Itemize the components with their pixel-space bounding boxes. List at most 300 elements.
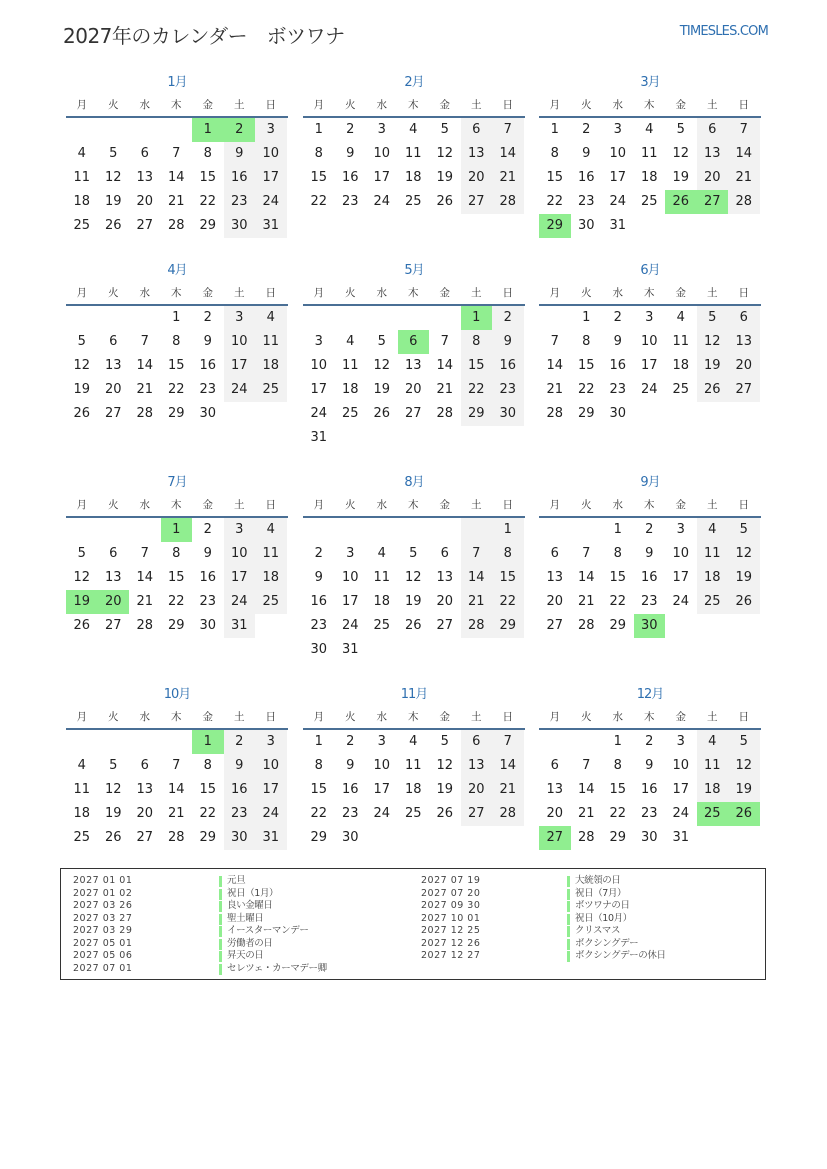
day-cell: 18 <box>672 358 690 373</box>
day-cell: 23 <box>310 618 328 633</box>
holiday-list-column-2 <box>421 875 666 963</box>
day-cell: 27 <box>461 802 493 826</box>
day-cell: 29 <box>199 218 217 233</box>
weekday-label: 木 <box>408 499 419 511</box>
day-cell: 9 <box>203 334 212 349</box>
empty-day-cell <box>66 118 98 142</box>
day-cell: 19 <box>104 806 122 821</box>
empty-day-cell <box>398 306 430 330</box>
day-cell: 5 <box>409 546 418 561</box>
weekday-label: 火 <box>345 99 356 111</box>
day-cell: 12 <box>104 170 122 185</box>
weekday-label: 土 <box>471 99 482 111</box>
day-cell: 10 <box>224 542 256 566</box>
day-cell: 31 <box>310 430 328 445</box>
week-row <box>539 402 761 426</box>
day-cell: 25 <box>697 590 729 614</box>
month-calendar <box>66 472 288 638</box>
weekday-label: 月 <box>549 711 560 723</box>
day-cell: 20 <box>136 194 154 209</box>
day-cell: 29 <box>199 830 217 845</box>
week-row <box>539 190 761 214</box>
month-title: 6月 <box>640 263 660 278</box>
day-cell: 3 <box>377 122 386 137</box>
day-cell: 10 <box>255 142 287 166</box>
day-cell: 25 <box>373 618 391 633</box>
holiday-list-item <box>421 925 666 938</box>
empty-day-cell <box>335 518 367 542</box>
day-cell: 17 <box>341 594 359 609</box>
day-cell: 7 <box>582 758 591 773</box>
weekday-header <box>66 494 288 518</box>
week-row <box>539 118 761 142</box>
day-cell: 21 <box>728 166 760 190</box>
day-cell: 7 <box>582 546 591 561</box>
day-cell: 18 <box>697 566 729 590</box>
holiday-list-item <box>421 900 666 913</box>
holiday-day-cell: 26 <box>728 802 760 826</box>
day-cell: 17 <box>373 170 391 185</box>
day-cell: 3 <box>377 734 386 749</box>
week-row <box>66 378 288 402</box>
week-row <box>66 802 288 826</box>
day-cell: 17 <box>373 782 391 797</box>
day-cell: 17 <box>609 170 627 185</box>
weekday-label: 火 <box>345 711 356 723</box>
holiday-day-cell: 27 <box>697 190 729 214</box>
day-cell: 18 <box>404 170 422 185</box>
day-cell: 18 <box>255 566 287 590</box>
empty-day-cell <box>665 214 697 238</box>
day-cell: 21 <box>136 594 154 609</box>
empty-day-cell <box>335 306 367 330</box>
empty-day-cell <box>366 826 398 850</box>
week-row <box>303 426 525 450</box>
day-cell: 3 <box>224 306 256 330</box>
week-row <box>539 590 761 614</box>
week-row <box>539 306 761 330</box>
month-title: 2月 <box>404 75 424 90</box>
week-row <box>303 778 525 802</box>
month-title: 7月 <box>167 475 187 490</box>
day-cell: 29 <box>310 830 328 845</box>
empty-day-cell <box>66 518 98 542</box>
day-cell: 6 <box>109 334 118 349</box>
day-cell: 5 <box>77 334 86 349</box>
day-cell: 26 <box>436 806 454 821</box>
day-cell: 21 <box>167 194 185 209</box>
day-cell: 6 <box>728 306 760 330</box>
day-cell: 2 <box>314 546 323 561</box>
site-link[interactable]: TIMESLES.COM <box>679 24 768 39</box>
day-cell: 3 <box>613 122 622 137</box>
day-cell: 6 <box>140 146 149 161</box>
weekday-label: 日 <box>265 287 276 299</box>
day-cell: 30 <box>199 618 217 633</box>
day-cell: 12 <box>672 146 690 161</box>
day-cell: 8 <box>314 758 323 773</box>
day-cell: 22 <box>199 806 217 821</box>
empty-day-cell <box>697 826 729 850</box>
day-cell: 25 <box>404 806 422 821</box>
weekday-label: 金 <box>202 711 213 723</box>
day-cell: 22 <box>546 194 564 209</box>
holiday-list-item <box>73 925 327 938</box>
empty-day-cell <box>492 426 524 450</box>
weekday-label: 日 <box>738 711 749 723</box>
empty-day-cell <box>429 426 461 450</box>
day-cell: 15 <box>310 170 328 185</box>
empty-day-cell <box>697 402 729 426</box>
week-row <box>303 190 525 214</box>
day-cell: 28 <box>577 618 595 633</box>
day-cell: 1 <box>613 734 622 749</box>
day-cell: 27 <box>136 830 154 845</box>
week-row <box>539 542 761 566</box>
day-cell: 23 <box>492 378 524 402</box>
weekday-label: 土 <box>707 99 718 111</box>
day-cell: 13 <box>436 570 454 585</box>
weekday-label: 木 <box>408 711 419 723</box>
weekday-label: 火 <box>108 287 119 299</box>
day-cell: 17 <box>224 566 256 590</box>
weekday-label: 火 <box>108 499 119 511</box>
day-cell: 16 <box>341 782 359 797</box>
week-row <box>539 566 761 590</box>
day-cell: 4 <box>377 546 386 561</box>
day-cell: 11 <box>697 542 729 566</box>
empty-day-cell <box>461 638 493 662</box>
empty-day-cell <box>429 518 461 542</box>
weekday-label: 月 <box>549 287 560 299</box>
day-cell: 9 <box>346 758 355 773</box>
week-row <box>66 354 288 378</box>
weekday-label: 木 <box>408 99 419 111</box>
day-cell: 14 <box>492 142 524 166</box>
weekday-label: 金 <box>675 499 686 511</box>
holiday-date: 2027 09 30 <box>421 900 481 911</box>
day-cell: 4 <box>409 734 418 749</box>
day-cell: 7 <box>728 118 760 142</box>
holiday-marker <box>567 876 570 887</box>
weekday-label: 日 <box>265 99 276 111</box>
day-cell: 26 <box>373 406 391 421</box>
day-cell: 19 <box>436 170 454 185</box>
weekday-label: 木 <box>171 499 182 511</box>
day-cell: 5 <box>697 306 729 330</box>
day-cell: 22 <box>167 382 185 397</box>
day-cell: 16 <box>310 594 328 609</box>
week-row <box>66 826 288 850</box>
holiday-list-item <box>73 913 327 926</box>
day-cell: 21 <box>167 806 185 821</box>
day-cell: 19 <box>728 566 760 590</box>
day-cell: 20 <box>404 382 422 397</box>
holiday-marker <box>219 951 222 962</box>
day-cell: 26 <box>73 618 91 633</box>
week-row <box>66 402 288 426</box>
weekday-label: 日 <box>502 499 513 511</box>
week-row <box>539 166 761 190</box>
day-cell: 18 <box>73 194 91 209</box>
day-cell: 5 <box>377 334 386 349</box>
week-row <box>539 802 761 826</box>
month-calendar <box>539 72 761 238</box>
day-cell: 1 <box>582 310 591 325</box>
day-cell: 20 <box>546 806 564 821</box>
weekday-label: 金 <box>675 711 686 723</box>
empty-day-cell <box>634 214 666 238</box>
day-cell: 17 <box>255 778 287 802</box>
holiday-day-cell: 26 <box>665 190 697 214</box>
holiday-list-item <box>73 963 327 976</box>
month-title: 9月 <box>640 475 660 490</box>
weekday-label: 土 <box>707 711 718 723</box>
week-row <box>303 638 525 662</box>
empty-day-cell <box>161 730 193 754</box>
empty-day-cell <box>461 826 493 850</box>
day-cell: 30 <box>492 402 524 426</box>
week-row <box>303 354 525 378</box>
weekday-label: 水 <box>612 99 623 111</box>
day-cell: 20 <box>728 354 760 378</box>
weekday-label: 金 <box>202 499 213 511</box>
day-cell: 7 <box>492 730 524 754</box>
day-cell: 24 <box>373 194 391 209</box>
day-cell: 18 <box>73 806 91 821</box>
day-cell: 7 <box>172 758 181 773</box>
day-cell: 8 <box>461 330 493 354</box>
week-row <box>539 614 761 638</box>
holiday-list-item <box>421 950 666 963</box>
day-cell: 8 <box>172 546 181 561</box>
holiday-date: 2027 07 20 <box>421 887 481 899</box>
week-row <box>303 378 525 402</box>
weekday-label: 日 <box>502 711 513 723</box>
day-cell: 24 <box>609 194 627 209</box>
week-row <box>539 518 761 542</box>
day-cell: 11 <box>672 334 690 349</box>
weekday-label: 火 <box>581 711 592 723</box>
day-cell: 4 <box>697 730 729 754</box>
day-cell: 22 <box>310 806 328 821</box>
day-cell: 26 <box>728 590 760 614</box>
day-cell: 22 <box>310 194 328 209</box>
weekday-label: 月 <box>76 499 87 511</box>
day-cell: 13 <box>104 570 122 585</box>
day-cell: 24 <box>672 806 690 821</box>
day-cell: 1 <box>492 518 524 542</box>
weekday-label: 日 <box>738 499 749 511</box>
day-cell: 24 <box>255 802 287 826</box>
day-cell: 16 <box>640 782 658 797</box>
weekday-label: 水 <box>376 287 387 299</box>
day-cell: 19 <box>73 382 91 397</box>
day-cell: 21 <box>136 382 154 397</box>
weekday-label: 土 <box>471 287 482 299</box>
day-cell: 10 <box>224 330 256 354</box>
weekday-label: 金 <box>439 499 450 511</box>
holiday-marker <box>567 951 570 962</box>
month-title: 10月 <box>163 687 191 702</box>
day-cell: 12 <box>404 570 422 585</box>
weekday-label: 金 <box>202 99 213 111</box>
weekday-header <box>539 494 761 518</box>
weekday-label: 木 <box>408 287 419 299</box>
empty-day-cell <box>303 518 335 542</box>
day-cell: 2 <box>346 122 355 137</box>
holiday-list-item <box>73 888 327 901</box>
weekday-label: 水 <box>139 99 150 111</box>
day-cell: 21 <box>577 806 595 821</box>
empty-day-cell <box>335 426 367 450</box>
day-cell: 14 <box>461 566 493 590</box>
day-cell: 2 <box>645 734 654 749</box>
week-row <box>66 590 288 614</box>
day-cell: 12 <box>697 330 729 354</box>
month-calendar <box>66 684 288 850</box>
week-row <box>303 614 525 638</box>
holiday-marker <box>219 964 222 975</box>
day-cell: 9 <box>224 142 256 166</box>
weekday-label: 金 <box>439 287 450 299</box>
day-cell: 8 <box>613 546 622 561</box>
day-cell: 21 <box>436 382 454 397</box>
day-cell: 18 <box>373 594 391 609</box>
day-cell: 22 <box>609 806 627 821</box>
week-row <box>539 378 761 402</box>
day-cell: 25 <box>255 378 287 402</box>
holiday-list-item <box>73 950 327 963</box>
week-row <box>303 306 525 330</box>
empty-day-cell <box>461 426 493 450</box>
day-cell: 3 <box>255 730 287 754</box>
empty-day-cell <box>98 730 130 754</box>
day-cell: 10 <box>672 546 690 561</box>
weekday-label: 水 <box>376 711 387 723</box>
day-cell: 7 <box>550 334 559 349</box>
empty-day-cell <box>398 518 430 542</box>
day-cell: 29 <box>577 406 595 421</box>
week-row <box>303 802 525 826</box>
day-cell: 14 <box>136 570 154 585</box>
day-cell: 31 <box>341 642 359 657</box>
holiday-list-item <box>421 888 666 901</box>
day-cell: 24 <box>672 594 690 609</box>
day-cell: 25 <box>341 406 359 421</box>
month-title: 5月 <box>404 263 424 278</box>
day-cell: 13 <box>136 782 154 797</box>
weekday-label: 土 <box>707 287 718 299</box>
day-cell: 26 <box>436 194 454 209</box>
weekday-label: 月 <box>76 287 87 299</box>
weekday-label: 木 <box>644 99 655 111</box>
day-cell: 2 <box>492 306 524 330</box>
day-cell: 9 <box>346 146 355 161</box>
holiday-marker <box>567 889 570 900</box>
weekday-header <box>66 706 288 730</box>
week-row <box>303 166 525 190</box>
empty-day-cell <box>728 402 760 426</box>
day-cell: 14 <box>728 142 760 166</box>
empty-day-cell <box>98 306 130 330</box>
day-cell: 25 <box>640 194 658 209</box>
day-cell: 30 <box>199 406 217 421</box>
weekday-label: 月 <box>76 99 87 111</box>
day-cell: 26 <box>73 406 91 421</box>
holiday-day-cell: 1 <box>161 518 193 542</box>
empty-day-cell <box>398 826 430 850</box>
day-cell: 16 <box>577 170 595 185</box>
day-cell: 19 <box>697 354 729 378</box>
weekday-label: 金 <box>202 287 213 299</box>
week-row <box>303 542 525 566</box>
day-cell: 9 <box>645 758 654 773</box>
holiday-date: 2027 03 29 <box>73 925 133 936</box>
day-cell: 4 <box>255 306 287 330</box>
week-row <box>66 306 288 330</box>
day-cell: 8 <box>492 542 524 566</box>
day-cell: 14 <box>167 782 185 797</box>
empty-day-cell <box>634 402 666 426</box>
day-cell: 12 <box>728 754 760 778</box>
empty-day-cell <box>129 518 161 542</box>
week-row <box>303 590 525 614</box>
day-cell: 8 <box>550 146 559 161</box>
day-cell: 14 <box>577 782 595 797</box>
holiday-marker <box>567 901 570 912</box>
week-row <box>303 330 525 354</box>
weekday-label: 水 <box>612 711 623 723</box>
day-cell: 15 <box>461 354 493 378</box>
week-row <box>66 754 288 778</box>
week-row <box>66 166 288 190</box>
day-cell: 4 <box>255 518 287 542</box>
day-cell: 14 <box>167 170 185 185</box>
day-cell: 9 <box>645 546 654 561</box>
day-cell: 30 <box>609 406 627 421</box>
day-cell: 23 <box>224 802 256 826</box>
empty-day-cell <box>429 638 461 662</box>
day-cell: 16 <box>199 570 217 585</box>
holiday-marker <box>567 926 570 937</box>
day-cell: 5 <box>440 122 449 137</box>
day-cell: 18 <box>255 354 287 378</box>
day-cell: 15 <box>577 358 595 373</box>
day-cell: 27 <box>728 378 760 402</box>
week-row <box>539 778 761 802</box>
empty-day-cell <box>398 638 430 662</box>
day-cell: 16 <box>341 170 359 185</box>
week-row <box>66 730 288 754</box>
weekday-label: 水 <box>139 499 150 511</box>
empty-day-cell <box>66 730 98 754</box>
day-cell: 5 <box>728 730 760 754</box>
holiday-name: ボツワナの日 <box>575 900 630 911</box>
weekday-header <box>303 94 525 118</box>
day-cell: 23 <box>640 594 658 609</box>
weekday-label: 木 <box>644 499 655 511</box>
day-cell: 24 <box>310 406 328 421</box>
weekday-label: 日 <box>738 287 749 299</box>
day-cell: 2 <box>582 122 591 137</box>
weekday-label: 水 <box>612 499 623 511</box>
empty-day-cell <box>429 306 461 330</box>
weekday-label: 日 <box>738 99 749 111</box>
weekday-header <box>539 282 761 306</box>
day-cell: 10 <box>310 358 328 373</box>
month-calendar <box>303 72 525 214</box>
